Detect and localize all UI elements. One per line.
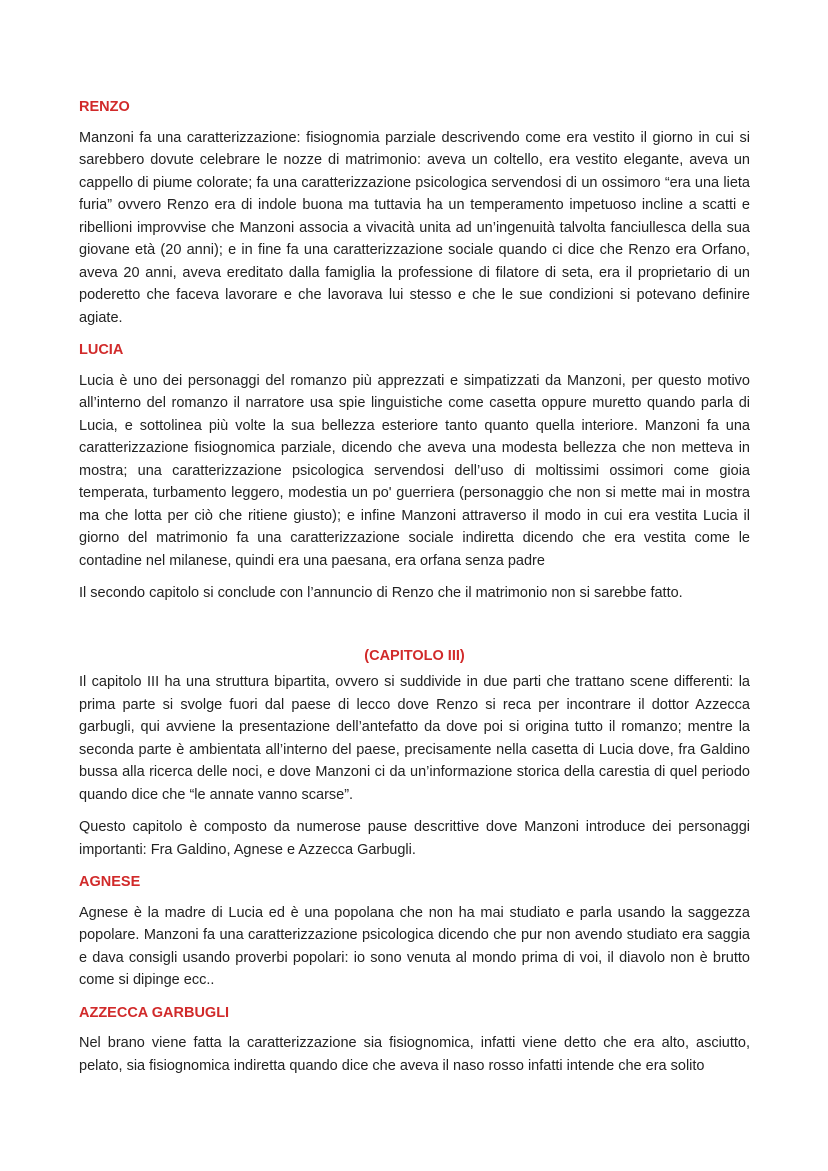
paragraph-lucia: Lucia è uno dei personaggi del romanzo più apprezzati e simpatizzati da Manzoni, per questo motivo all’interno del romanzo il narratore usa spie linguistiche come casetta oppure muretto quando parla di Lucia, e sottolinea più volte la sua bellezza esteriore tanto quanto quella interiore. Manzoni fa una caratterizzazione fisiognomica parziale, dicendo che aveva una modesta bellezza che non metteva in mostra; una caratterizzazione psicologica servendosi dell’uso di moltissimi ossimori come gioia temperata, turbamento leggero, modestia un po' guerriera (personaggio che non si mette mai in mostra ma che lotta per ciò che ritiene giusto); e infine Manzoni attraverso il modo in cui era vestita Lucia il giorno del matrimonio fa una caratterizzazione sociale indiretta dicendo che era vestita come le contadine nel milanese, quindi era una paesana, era orfana senza padre [79, 372, 750, 569]
paragraph-agnese: Agnese è la madre di Lucia ed è una popolana che non ha mai studiato e parla usando la saggezza popolare. Manzoni fa una caratterizzazione psicologica dicendo che pur non avendo studiato era saggia e dava consigli usando proverbi popolari: io sono venuta al mondo prima di voi, il diavolo non è brutto come si dipinge ecc.. [79, 904, 750, 988]
heading-azzecca-garbugli: AZZECCA GARBUGLI [79, 1004, 230, 1021]
document-page [79, 96, 750, 1087]
heading-renzo: RENZO [79, 99, 130, 115]
heading-chapter-3: (CAPITOLO III) [364, 647, 465, 664]
heading-agnese: AGNESE [79, 874, 141, 890]
paragraph-chapter-3-pauses: Questo capitolo è composto da numerose pause descrittive dove Manzoni introduce dei personaggi importanti: Fra Galdino, Agnese e Azzecca Garbugli. [79, 819, 750, 858]
heading-lucia: LUCIA [79, 342, 124, 358]
paragraph-renzo: Manzoni fa una caratterizzazione: fisiognomia parziale descrivendo come era vestito il giorno in cui si sarebbero dovute celebrare le nozze di matrimonio: aveva un coltello, era vestito elegante, aveva un cappello di piume colorate; fa una caratterizzazione psicologica servendosi di un ossimoro “era una lieta furia” ovvero Renzo era di indole buona ma tuttavia ha un temperamento impetuoso incline a scatti e ribellioni improvvise che Manzoni associa a vivacità unita ad un’ingenuità talvolta fanciullesca della sua giovane età (20 anni); e in fine fa una caratterizzazione sociale quando ci dice che Renzo era Orfano, aveva 20 anni, aveva ereditato dalla famiglia la professione di filatore di seta, era il proprietario di un poderetto che faceva lavorare e che lavorava lui stesso e che le sue condizioni si potevano definire agiate. [79, 129, 750, 326]
paragraph-chapter-3-structure: Il capitolo III ha una struttura bipartita, ovvero si suddivide in due parti che trattano scene differenti: la prima parte si svolge fuori dal paese di lecco dove Renzo si reca per incontrare il dottor Azzecca garbugli, qui avviene la presentazione dell’antefatto da dove poi si origina tutto il romanzo; mentre la seconda parte è ambientata all’interno del paese, precisamente nella casetta di Lucia dove, fra Galdino bussa alla ricerca delle noci, e dove Manzoni ci da un’informazione storica della carestia di quel periodo quando dice che “le annate vanno scarse”. [79, 674, 750, 803]
paragraph-conclusion: Il secondo capitolo si conclude con l’annuncio di Renzo che il matrimonio non si sarebbe fatto. [79, 585, 683, 601]
paragraph-azzecca-garbugli: Nel brano viene fatta la caratterizzazione sia fisiognomica, infatti viene detto che era alto, asciutto, pelato, sia fisiognomica indiretta quando dice che aveva il naso rosso infatti intende che era solito [79, 1035, 750, 1074]
